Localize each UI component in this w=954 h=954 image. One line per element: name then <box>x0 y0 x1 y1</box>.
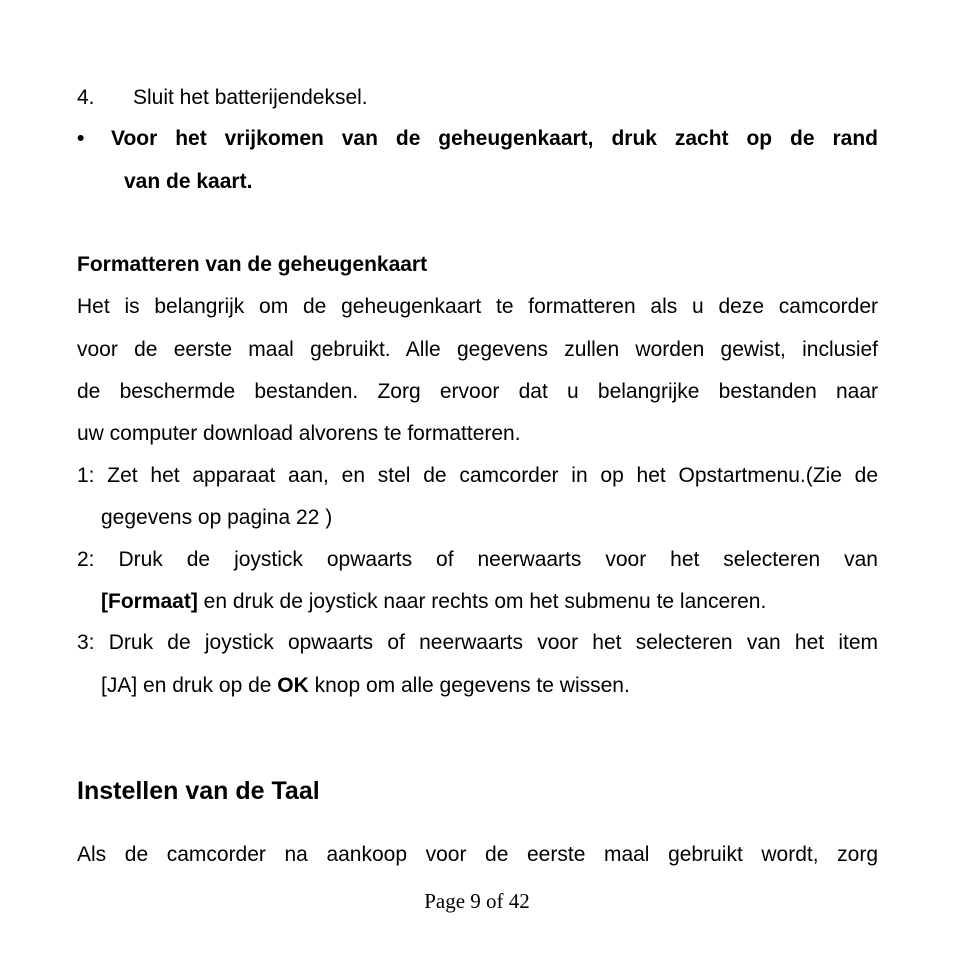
format-step-3-pre: [JA] en druk op de <box>101 674 278 697</box>
format-step-2-line-2-text: en druk de joystick naar rechts om het submenu te lanceren. <box>197 590 767 613</box>
format-para-line-4: uw computer download alvorens te formatteren. <box>77 422 521 445</box>
ok-bold-label: OK <box>277 674 309 697</box>
format-section-title: Formatteren van de geheugenkaart <box>77 253 428 276</box>
bullet-symbol: • <box>77 127 85 150</box>
format-para-line-1: Het is belangrijk om de geheugenkaart te formatteren als u deze camcorder <box>77 295 878 318</box>
format-step-2-line-1: 2: Druk de joystick opwaarts of neerwaarts voor het selecteren van <box>77 548 878 571</box>
format-step-1-line-1: 1: Zet het apparaat aan, en stel de camcorder in op het Opstartmenu.(Zie de <box>77 464 878 487</box>
format-para-line-2: voor de eerste maal gebruikt. Alle gegevens zullen worden gewist, inclusief <box>77 338 878 361</box>
format-step-3-line-1: 3: Druk de joystick opwaarts of neerwaarts voor het selecteren van het item <box>77 631 878 654</box>
bullet-line-1: Voor het vrijkomen van de geheugenkaart, druk zacht op de rand <box>111 127 878 150</box>
format-step-1-line-2: gegevens op pagina 22 ) <box>101 506 333 529</box>
format-step-3-line-2 <box>101 673 630 699</box>
formaat-bold-label: [Formaat] <box>101 590 198 613</box>
step-4-number: 4. <box>77 86 95 109</box>
format-step-3-post: knop om alle gegevens te wissen. <box>308 674 630 697</box>
format-step-2-line-2 <box>101 589 766 615</box>
language-section-title: Instellen van de Taal <box>77 777 320 805</box>
language-para-line-1: Als de camcorder na aankoop voor de eerste maal gebruikt wordt, zorg <box>77 843 878 866</box>
step-4-text: Sluit het batterijendeksel. <box>133 86 368 109</box>
format-para-line-3: de beschermde bestanden. Zorg ervoor dat u belangrijke bestanden naar <box>77 380 878 403</box>
page-footer: Page 9 of 42 <box>424 889 530 913</box>
bullet-line-2: van de kaart. <box>124 170 253 193</box>
